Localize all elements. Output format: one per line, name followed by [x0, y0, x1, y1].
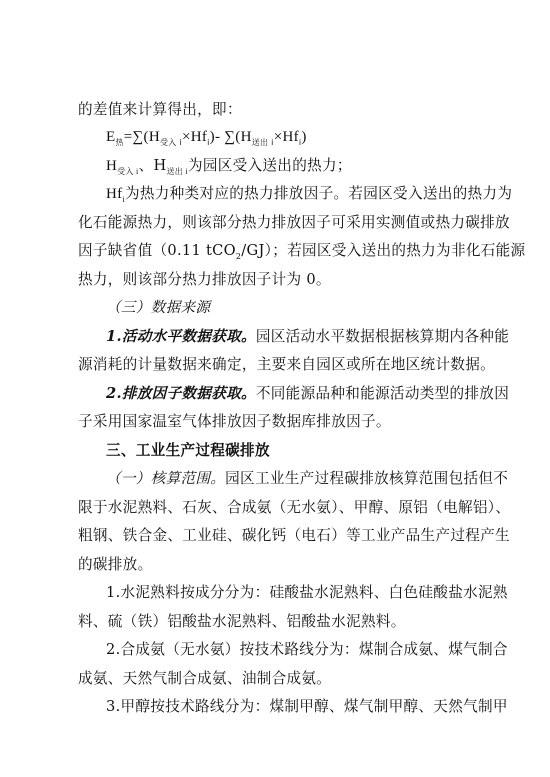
text-line: 源消耗的计量数据来确定，主要来自园区或所在地区统计数据。 — [78, 356, 496, 373]
text-line: 成氨、天然气制合成氨、油制合成氨。 — [78, 670, 332, 687]
text-line: 化石能源热力，则该部分热力排放因子可采用实测值或热力碳排放 — [78, 214, 510, 231]
text-line: 粗钢、铁合金、工业硅、碳化钙（电石）等工业产品生产过程产生 — [78, 527, 510, 544]
text-line: 2.合成氨（无水氨）按技术路线分为：煤制合成氨、煤气制合 — [106, 641, 508, 658]
section-heading-data-source: （三）数据来源 — [106, 299, 211, 316]
text-line: 的碳排放。 — [78, 556, 153, 573]
text-line: 1.活动水平数据获取。园区活动水平数据根据核算期内各种能 — [106, 328, 510, 345]
formula-definition-hf: $Hf_i$为热力种类对应的热力排放因子。若园区受入送出的热力为 — [106, 185, 513, 204]
text-line: （一）核算范围。园区工业生产过程碳排放核算范围包括但不 — [106, 470, 509, 487]
text-line: 的差值来计算得出，即： — [78, 101, 242, 118]
section-heading-industrial-process: 三、工业生产过程碳排放 — [106, 442, 270, 459]
text-line: 热力，则该部分热力排放因子计为 0。 — [78, 271, 331, 288]
text-line: 因子缺省值（0.11 tCO$_2$/GJ）；若园区受入送出的热力为非化石能源 — [78, 242, 526, 261]
formula-definition-h: $H_{受入 i}$、$H_{送出 i}$为园区受入送出的热力； — [106, 157, 352, 176]
text-line: 3.甲醇按技术路线分为：煤制甲醇、煤气制甲醇、天然气制甲 — [106, 698, 508, 715]
text-line: 限于水泥熟料、石灰、合成氨（无水氨）、甲醇、原铝（电解铝）、 — [78, 499, 511, 516]
text-line: 1.水泥熟料按成分分为：硅酸盐水泥熟料、白色硅酸盐水泥熟 — [106, 584, 508, 601]
heat-emission-formula: $E_热=\sum(H_{受入 i}\times Hf_i)-$ $\sum(H_{送出 i}\times Hf_i)$ — [106, 129, 307, 147]
text-line: 料、硫（铁）铝酸盐水泥熟料、铝酸盐水泥熟料。 — [78, 613, 406, 630]
text-line: 子采用国家温室气体排放因子数据库排放因子。 — [78, 413, 391, 430]
text-line: 2.排放因子数据获取。不同能源品种和能源活动类型的排放因 — [106, 385, 510, 402]
